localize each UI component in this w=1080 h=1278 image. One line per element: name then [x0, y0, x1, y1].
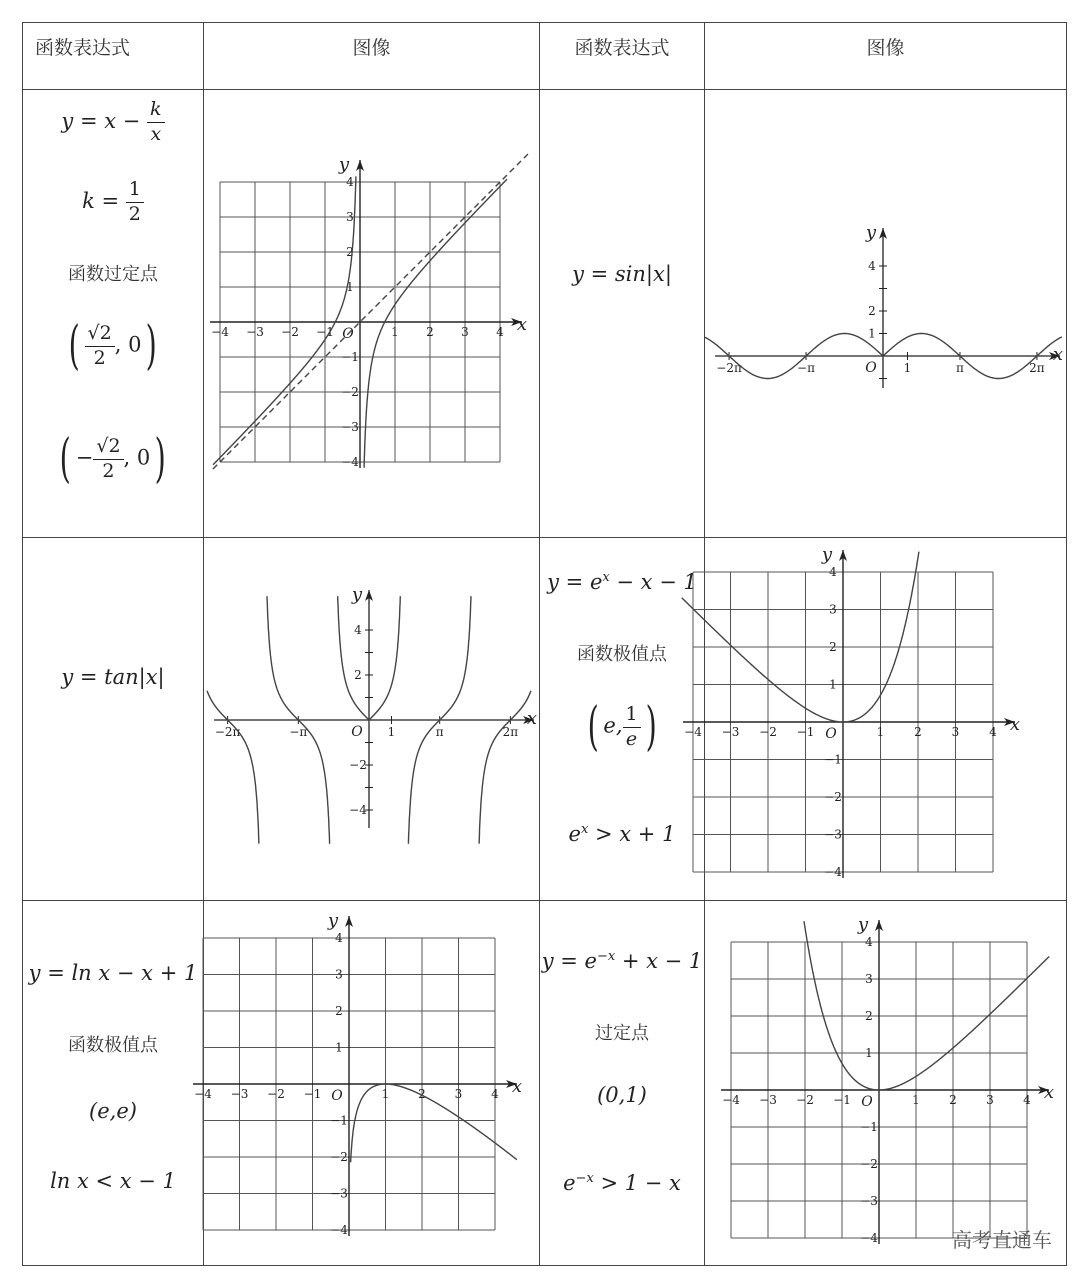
x-tick-label: −2π — [214, 725, 241, 739]
origin-label: O — [865, 360, 877, 376]
y-tick-label: 2 — [865, 1009, 873, 1023]
ineq-part-b: > 1 − x — [593, 1171, 681, 1195]
x-tick-label: π — [435, 725, 444, 739]
x-axis-label: x — [516, 314, 528, 335]
ineq-sup: x — [580, 822, 589, 837]
x-tick-label: −3 — [246, 325, 264, 339]
y-tick-label: −4 — [824, 865, 842, 879]
x-tick-label: 1 — [391, 325, 399, 339]
y-tick-label: −1 — [824, 752, 842, 767]
y-tick-label: −2 — [860, 1157, 878, 1171]
curve-e-x-minus-x-minus-1 — [682, 552, 919, 722]
cell-r2-formula — [23, 538, 204, 901]
curve-tan-abs-x-branch-5 — [479, 691, 531, 844]
formula-sup: −x — [596, 949, 616, 964]
x-axis-label: x — [511, 1076, 523, 1097]
note-text: 函数极值点 — [577, 644, 667, 665]
right-paren: ) — [645, 697, 657, 757]
cell-r1-graph-1 — [204, 90, 540, 538]
y-tick-label: −3 — [824, 827, 842, 842]
fixed-point-1 — [23, 316, 203, 376]
y-tick-label: 1 — [335, 1040, 343, 1055]
fraction-sqrt2-over-2 — [93, 435, 123, 484]
row-2 — [23, 538, 1067, 901]
x-tick-label: −π — [797, 361, 816, 375]
y-tick-label: −4 — [341, 455, 359, 469]
left-paren: ( — [587, 697, 599, 757]
x-tick-label: −4 — [194, 1087, 212, 1101]
cell-r1-formula-2 — [540, 90, 705, 538]
x-axis-label: x — [1052, 344, 1064, 365]
note-text: 函数极值点 — [68, 1035, 158, 1056]
x-axis-label: x — [1043, 1082, 1055, 1103]
x-tick-label: −4 — [211, 325, 229, 339]
curve-right-branch — [364, 179, 507, 468]
formula-part-a: y = e — [541, 949, 597, 973]
asymptote-y-equals-x — [213, 154, 528, 469]
graph-e-x-minus-x-minus-1 — [684, 538, 1066, 900]
cell-r3-formula — [23, 901, 204, 1266]
cell-r3-graph-1 — [194, 901, 540, 1266]
k-lhs: k = — [82, 188, 120, 213]
y-tick-label: −2 — [330, 1150, 348, 1164]
x-axis-label: x — [1009, 714, 1021, 735]
point-tail: , 0 — [114, 332, 142, 357]
x-tick-label: 2 — [418, 1087, 426, 1101]
x-tick-label: −2 — [281, 325, 299, 339]
x-tick-label: −1 — [796, 725, 815, 739]
ineq-sup: −x — [575, 1171, 594, 1186]
y-tick-label: 1 — [346, 280, 354, 294]
note-extremum — [540, 640, 704, 666]
frac-den: 2 — [128, 202, 141, 225]
x-tick-label: 2 — [426, 325, 434, 339]
x-tick-label: −1 — [316, 325, 334, 339]
graph-sin-abs-x — [705, 90, 1066, 537]
frac-den: e — [625, 727, 638, 750]
x-tick-label: 3 — [461, 325, 469, 339]
frac-num: 1 — [623, 703, 641, 728]
x-tick-label: −2 — [267, 1087, 285, 1101]
cell-r2-graph-2 — [684, 538, 1067, 901]
x-tick-label: −3 — [230, 1087, 249, 1101]
y-tick-label: 4 — [865, 935, 873, 949]
frac-den: x — [150, 122, 162, 145]
origin-label: O — [861, 1094, 873, 1110]
y-tick-label: −1 — [330, 1113, 348, 1128]
x-tick-label: −3 — [759, 1093, 777, 1107]
curve-left-branch — [213, 176, 356, 465]
y-tick-label: 1 — [865, 1046, 873, 1060]
fraction-k-over-x — [147, 98, 165, 147]
curve-e-neg-x-plus-x-minus-1 — [804, 921, 1049, 1090]
frac-num: √2 — [93, 435, 123, 460]
watermark: 高考直通车 — [952, 1228, 1052, 1252]
formula-sup: x — [602, 570, 610, 585]
origin-label: O — [825, 726, 837, 742]
x-tick-label: 1 — [903, 361, 912, 375]
graph-x-minus-k-over-x — [204, 90, 539, 537]
y-tick-label: 2 — [346, 245, 354, 259]
header-cell-graph-2: 图像 — [705, 23, 1067, 90]
note-extremum — [23, 1031, 203, 1057]
extremum-point — [540, 697, 704, 757]
note-text: 过定点 — [595, 1023, 649, 1044]
x-tick-label: −2 — [759, 725, 777, 739]
note-fixed-points — [23, 260, 203, 286]
minus-sign: − — [75, 445, 94, 470]
x-tick-label: 1 — [387, 725, 396, 739]
x-tick-label: −2π — [716, 361, 742, 375]
origin-label: O — [351, 724, 363, 740]
note-text: 函数过定点 — [68, 264, 158, 285]
point-head: e, — [603, 713, 623, 738]
note-fixed-point — [540, 1019, 704, 1045]
formula-sin-abs-x: y = sin|x| — [572, 262, 672, 286]
row-3 — [23, 901, 1067, 1266]
inequality-e-x — [540, 822, 704, 846]
ineq-part-a: e — [563, 1171, 576, 1195]
header-cell-expression-1: 函数表达式 — [23, 23, 204, 90]
x-tick-label: 4 — [1023, 1093, 1031, 1107]
row-1 — [23, 90, 1067, 538]
formula-e-neg-x-plus-x-minus-1 — [540, 949, 704, 973]
x-tick-label: 4 — [496, 325, 504, 339]
x-tick-label: −1 — [833, 1093, 851, 1107]
x-tick-label: 2 — [949, 1093, 957, 1107]
header-cell-graph-1: 图像 — [204, 23, 540, 90]
y-tick-label: 4 — [354, 623, 362, 637]
left-paren: ( — [68, 316, 80, 376]
ineq-part-a: e — [568, 822, 581, 846]
cell-r1-graph-2 — [705, 90, 1067, 538]
x-tick-label: −3 — [721, 725, 740, 739]
y-axis-label: y — [821, 544, 833, 565]
formula-part-b: − x − 1 — [609, 570, 697, 594]
y-axis-label: y — [338, 154, 350, 175]
formula-part-a: y = e — [547, 570, 603, 594]
inequality-ln-x: ln x < x − 1 — [50, 1169, 176, 1193]
y-tick-label: −4 — [349, 803, 367, 817]
y-tick-label: 1 — [868, 326, 876, 341]
frac-num: 1 — [126, 178, 144, 203]
y-tick-label: 4 — [829, 565, 837, 579]
y-axis-label: y — [351, 584, 363, 605]
cell-r2-graph-1 — [204, 538, 540, 901]
function-table — [22, 22, 1067, 1266]
y-tick-label: −1 — [341, 350, 359, 364]
y-tick-label: 3 — [865, 972, 873, 986]
x-tick-label: 3 — [951, 725, 960, 739]
x-tick-label: π — [956, 361, 964, 375]
right-paren: ) — [154, 429, 166, 489]
y-tick-label: 3 — [335, 967, 343, 982]
x-tick-label: 2π — [1029, 361, 1045, 375]
k-value — [23, 178, 203, 227]
y-axis-label: y — [327, 910, 339, 931]
y-tick-label: 2 — [335, 1004, 343, 1018]
y-axis-label: y — [865, 222, 877, 243]
x-tick-label: −1 — [303, 1087, 322, 1101]
x-tick-label: 4 — [989, 725, 997, 739]
formula-lhs: y = x − — [61, 108, 141, 133]
origin-label: O — [342, 326, 354, 342]
y-axis-label: y — [857, 914, 869, 935]
fraction-sqrt2-over-2 — [85, 322, 115, 371]
inequality-e-neg-x — [540, 1171, 704, 1195]
x-tick-label: 3 — [454, 1087, 463, 1101]
fraction-one-over-e — [623, 703, 641, 752]
formula-tan-abs-x: y = tan|x| — [61, 665, 165, 689]
x-tick-label: −4 — [684, 725, 702, 739]
fraction-one-half — [126, 178, 144, 227]
fixed-point-2 — [23, 429, 203, 489]
graph-e-neg-x-plus-x-minus-1 — [705, 901, 1066, 1265]
y-tick-label: −2 — [349, 758, 367, 772]
graph-tan-abs-x — [204, 538, 539, 900]
y-tick-label: −2 — [824, 790, 842, 804]
right-paren: ) — [146, 316, 158, 376]
y-tick-label: −4 — [330, 1223, 348, 1237]
y-tick-label: 3 — [346, 210, 354, 224]
formula-part-b: + x − 1 — [615, 949, 703, 973]
x-tick-label: 1 — [876, 725, 885, 739]
x-tick-label: 2π — [502, 725, 519, 739]
header-cell-expression-2: 函数表达式 — [540, 23, 705, 90]
y-tick-label: 3 — [829, 602, 837, 617]
y-tick-label: −3 — [330, 1186, 348, 1201]
cell-r3-graph-2 — [705, 901, 1067, 1266]
y-tick-label: −3 — [860, 1194, 878, 1208]
cell-r1-formula — [23, 90, 204, 538]
y-tick-label: 1 — [829, 677, 837, 692]
x-tick-label: 1 — [381, 1087, 390, 1101]
y-tick-label: −1 — [860, 1120, 878, 1134]
y-tick-label: 4 — [868, 259, 876, 273]
cell-r2-formula-2 — [540, 538, 705, 901]
origin-label: O — [331, 1088, 343, 1104]
y-tick-label: 2 — [868, 304, 876, 318]
y-tick-label: 4 — [335, 931, 343, 945]
cell-r3-formula-2 — [540, 901, 705, 1266]
x-tick-label: 4 — [491, 1087, 499, 1101]
y-tick-label: −4 — [860, 1231, 878, 1245]
extremum-point: (e,e) — [89, 1099, 137, 1123]
y-tick-label: −3 — [341, 420, 359, 434]
y-tick-label: 2 — [829, 640, 837, 654]
x-tick-label: −4 — [722, 1093, 740, 1107]
x-tick-label: −π — [289, 725, 308, 739]
formula-x-minus-k-over-x — [23, 98, 203, 147]
left-paren: ( — [60, 429, 72, 489]
fixed-point: (0,1) — [597, 1083, 647, 1107]
y-tick-label: 4 — [346, 175, 354, 189]
x-tick-label: −2 — [796, 1093, 814, 1107]
frac-den: 2 — [102, 459, 115, 482]
frac-num: √2 — [85, 322, 115, 347]
curve-tan-abs-x-branch-1 — [207, 691, 259, 844]
x-tick-label: 3 — [986, 1093, 994, 1107]
header-row — [23, 23, 1067, 90]
formula-ln-x-minus-x-plus-1: y = ln x − x + 1 — [28, 961, 198, 985]
y-tick-label: −2 — [341, 385, 359, 399]
frac-den: 2 — [93, 346, 106, 369]
x-axis-label: x — [526, 708, 538, 729]
y-tick-label: 2 — [354, 668, 362, 682]
frac-num: k — [147, 98, 165, 123]
x-tick-label: 2 — [914, 725, 922, 739]
ineq-part-b: > x + 1 — [588, 822, 676, 846]
graph-ln-x-minus-x-plus-1 — [194, 901, 539, 1265]
x-tick-label: 1 — [912, 1093, 920, 1107]
formula-e-x-minus-x-minus-1 — [540, 570, 704, 594]
point-tail: , 0 — [123, 445, 151, 470]
